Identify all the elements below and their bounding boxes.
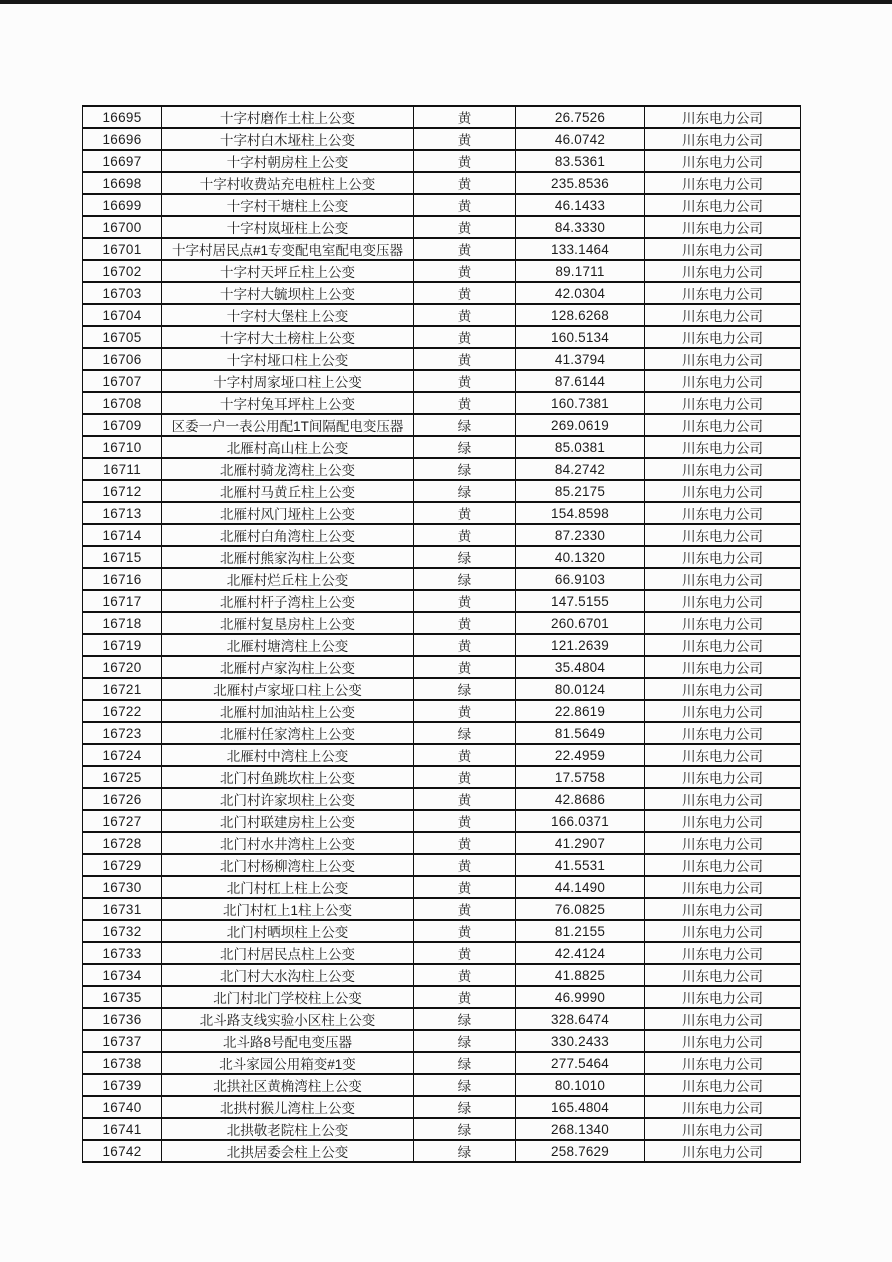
- cell-load: 277.5464: [516, 1052, 645, 1074]
- cell-name: 北斗路8号配电变压器: [162, 1030, 414, 1052]
- cell-status: 绿: [414, 546, 516, 568]
- cell-company: 川东电力公司: [645, 172, 801, 194]
- cell-status: 黄: [414, 920, 516, 942]
- cell-load: 147.5155: [516, 590, 645, 612]
- cell-company: 川东电力公司: [645, 876, 801, 898]
- cell-name: 北门村杠上1柱上公变: [162, 898, 414, 920]
- table-row: [83, 370, 801, 392]
- cell-company: 川东电力公司: [645, 128, 801, 150]
- cell-load: 85.2175: [516, 480, 645, 502]
- cell-status: 黄: [414, 128, 516, 150]
- cell-id: 16731: [83, 898, 162, 920]
- cell-status: 黄: [414, 172, 516, 194]
- cell-status: 绿: [414, 1140, 516, 1162]
- cell-company: 川东电力公司: [645, 788, 801, 810]
- table-row: [83, 282, 801, 304]
- cell-company: 川东电力公司: [645, 766, 801, 788]
- table-row: [83, 656, 801, 678]
- cell-status: 绿: [414, 1074, 516, 1096]
- cell-name: 北门村鱼跳坎柱上公变: [162, 766, 414, 788]
- cell-company: 川东电力公司: [645, 722, 801, 744]
- cell-status: 黄: [414, 634, 516, 656]
- cell-company: 川东电力公司: [645, 304, 801, 326]
- cell-load: 41.3794: [516, 348, 645, 370]
- cell-id: 16698: [83, 172, 162, 194]
- table-row: [83, 1074, 801, 1096]
- table-row: [83, 260, 801, 282]
- table-row: [83, 524, 801, 546]
- cell-id: 16696: [83, 128, 162, 150]
- cell-name: 北拱村猴儿湾柱上公变: [162, 1096, 414, 1118]
- table-row: [83, 876, 801, 898]
- cell-company: 川东电力公司: [645, 920, 801, 942]
- cell-name: 十字村白木垭柱上公变: [162, 128, 414, 150]
- cell-name: 北门村大水沟柱上公变: [162, 964, 414, 986]
- cell-name: 北雁村白角湾柱上公变: [162, 524, 414, 546]
- table-row: [83, 392, 801, 414]
- cell-status: 绿: [414, 458, 516, 480]
- cell-status: 黄: [414, 238, 516, 260]
- cell-load: 165.4804: [516, 1096, 645, 1118]
- cell-name: 北斗家园公用箱变#1变: [162, 1052, 414, 1074]
- cell-load: 42.0304: [516, 282, 645, 304]
- table-row: [83, 722, 801, 744]
- cell-load: 235.8536: [516, 172, 645, 194]
- cell-status: 黄: [414, 304, 516, 326]
- cell-name: 十字村磨作土柱上公变: [162, 106, 414, 128]
- cell-status: 绿: [414, 1118, 516, 1140]
- cell-company: 川东电力公司: [645, 1030, 801, 1052]
- table-row: [83, 1140, 801, 1162]
- cell-company: 川东电力公司: [645, 700, 801, 722]
- table-row: [83, 898, 801, 920]
- cell-load: 330.2433: [516, 1030, 645, 1052]
- cell-id: 16704: [83, 304, 162, 326]
- cell-id: 16720: [83, 656, 162, 678]
- cell-load: 40.1320: [516, 546, 645, 568]
- cell-load: 83.5361: [516, 150, 645, 172]
- table-row: [83, 502, 801, 524]
- cell-load: 160.7381: [516, 392, 645, 414]
- cell-load: 154.8598: [516, 502, 645, 524]
- cell-id: 16714: [83, 524, 162, 546]
- cell-load: 160.5134: [516, 326, 645, 348]
- cell-status: 绿: [414, 722, 516, 744]
- cell-company: 川东电力公司: [645, 810, 801, 832]
- cell-company: 川东电力公司: [645, 1118, 801, 1140]
- cell-id: 16709: [83, 414, 162, 436]
- table-row: [83, 150, 801, 172]
- cell-name: 北雁村烂丘柱上公变: [162, 568, 414, 590]
- cell-company: 川东电力公司: [645, 986, 801, 1008]
- cell-load: 41.2907: [516, 832, 645, 854]
- cell-status: 绿: [414, 1008, 516, 1030]
- cell-id: 16722: [83, 700, 162, 722]
- cell-company: 川东电力公司: [645, 590, 801, 612]
- table-row: [83, 172, 801, 194]
- cell-name: 北门村联建房柱上公变: [162, 810, 414, 832]
- cell-status: 黄: [414, 766, 516, 788]
- cell-id: 16718: [83, 612, 162, 634]
- table-row: [83, 590, 801, 612]
- cell-status: 绿: [414, 1052, 516, 1074]
- cell-company: 川东电力公司: [645, 414, 801, 436]
- cell-company: 川东电力公司: [645, 1140, 801, 1162]
- table-row: [83, 920, 801, 942]
- table-row: [83, 854, 801, 876]
- cell-company: 川东电力公司: [645, 238, 801, 260]
- cell-id: 16725: [83, 766, 162, 788]
- cell-status: 绿: [414, 1030, 516, 1052]
- cell-status: 黄: [414, 986, 516, 1008]
- cell-id: 16716: [83, 568, 162, 590]
- cell-id: 16742: [83, 1140, 162, 1162]
- table-row: [83, 436, 801, 458]
- cell-company: 川东电力公司: [645, 194, 801, 216]
- cell-load: 46.1433: [516, 194, 645, 216]
- cell-id: 16695: [83, 106, 162, 128]
- table-row: [83, 326, 801, 348]
- cell-status: 黄: [414, 854, 516, 876]
- cell-company: 川东电力公司: [645, 502, 801, 524]
- cell-id: 16740: [83, 1096, 162, 1118]
- cell-status: 黄: [414, 590, 516, 612]
- cell-load: 133.1464: [516, 238, 645, 260]
- cell-load: 121.2639: [516, 634, 645, 656]
- cell-load: 66.9103: [516, 568, 645, 590]
- cell-status: 黄: [414, 150, 516, 172]
- table-row: [83, 964, 801, 986]
- cell-id: 16738: [83, 1052, 162, 1074]
- cell-load: 166.0371: [516, 810, 645, 832]
- table-row: [83, 986, 801, 1008]
- cell-load: 87.6144: [516, 370, 645, 392]
- cell-name: 北雁村复垦房柱上公变: [162, 612, 414, 634]
- cell-status: 黄: [414, 964, 516, 986]
- table-row: [83, 1052, 801, 1074]
- cell-status: 黄: [414, 282, 516, 304]
- page-top-edge: [0, 0, 892, 4]
- table-row: [83, 942, 801, 964]
- cell-name: 北雁村杆子湾柱上公变: [162, 590, 414, 612]
- table-row: [83, 458, 801, 480]
- table-row: [83, 744, 801, 766]
- cell-name: 北雁村卢家沟柱上公变: [162, 656, 414, 678]
- table-row: [83, 700, 801, 722]
- cell-load: 85.0381: [516, 436, 645, 458]
- cell-load: 328.6474: [516, 1008, 645, 1030]
- cell-load: 22.8619: [516, 700, 645, 722]
- cell-id: 16707: [83, 370, 162, 392]
- cell-id: 16700: [83, 216, 162, 238]
- cell-company: 川东电力公司: [645, 150, 801, 172]
- cell-company: 川东电力公司: [645, 436, 801, 458]
- cell-company: 川东电力公司: [645, 546, 801, 568]
- cell-status: 黄: [414, 106, 516, 128]
- cell-id: 16735: [83, 986, 162, 1008]
- cell-id: 16697: [83, 150, 162, 172]
- cell-company: 川东电力公司: [645, 612, 801, 634]
- cell-id: 16737: [83, 1030, 162, 1052]
- cell-status: 黄: [414, 326, 516, 348]
- cell-company: 川东电力公司: [645, 942, 801, 964]
- table-row: [83, 216, 801, 238]
- cell-load: 46.0742: [516, 128, 645, 150]
- cell-company: 川东电力公司: [645, 458, 801, 480]
- cell-id: 16702: [83, 260, 162, 282]
- cell-id: 16706: [83, 348, 162, 370]
- cell-load: 80.0124: [516, 678, 645, 700]
- cell-name: 十字村收费站充电桩柱上公变: [162, 172, 414, 194]
- cell-id: 16733: [83, 942, 162, 964]
- cell-load: 42.8686: [516, 788, 645, 810]
- cell-load: 269.0619: [516, 414, 645, 436]
- table-row: [83, 766, 801, 788]
- cell-name: 十字村干塘柱上公变: [162, 194, 414, 216]
- cell-name: 北雁村马黄丘柱上公变: [162, 480, 414, 502]
- cell-id: 16730: [83, 876, 162, 898]
- cell-company: 川东电力公司: [645, 1096, 801, 1118]
- cell-status: 黄: [414, 744, 516, 766]
- cell-status: 绿: [414, 568, 516, 590]
- cell-name: 北雁村高山柱上公变: [162, 436, 414, 458]
- cell-name: 十字村周家垭口柱上公变: [162, 370, 414, 392]
- cell-status: 黄: [414, 876, 516, 898]
- cell-company: 川东电力公司: [645, 480, 801, 502]
- cell-name: 北雁村骑龙湾柱上公变: [162, 458, 414, 480]
- cell-status: 黄: [414, 612, 516, 634]
- table-row: [83, 810, 801, 832]
- cell-name: 北门村杨柳湾柱上公变: [162, 854, 414, 876]
- cell-company: 川东电力公司: [645, 656, 801, 678]
- cell-status: 绿: [414, 414, 516, 436]
- cell-status: 黄: [414, 700, 516, 722]
- cell-name: 十字村大毓坝柱上公变: [162, 282, 414, 304]
- cell-load: 35.4804: [516, 656, 645, 678]
- cell-name: 十字村朝房柱上公变: [162, 150, 414, 172]
- cell-name: 十字村大土榜柱上公变: [162, 326, 414, 348]
- cell-name: 北门村北门学校柱上公变: [162, 986, 414, 1008]
- cell-id: 16727: [83, 810, 162, 832]
- cell-name: 北雁村任家湾柱上公变: [162, 722, 414, 744]
- cell-load: 258.7629: [516, 1140, 645, 1162]
- cell-company: 川东电力公司: [645, 216, 801, 238]
- cell-load: 87.2330: [516, 524, 645, 546]
- cell-status: 黄: [414, 392, 516, 414]
- cell-name: 十字村居民点#1专变配电室配电变压器: [162, 238, 414, 260]
- table-row: [83, 1030, 801, 1052]
- cell-id: 16723: [83, 722, 162, 744]
- cell-load: 26.7526: [516, 106, 645, 128]
- table-row: [83, 678, 801, 700]
- cell-name: 区委一户一表公用配1T间隔配电变压器: [162, 414, 414, 436]
- cell-load: 84.3330: [516, 216, 645, 238]
- cell-load: 268.1340: [516, 1118, 645, 1140]
- cell-name: 北雁村塘湾柱上公变: [162, 634, 414, 656]
- table-row: [83, 832, 801, 854]
- cell-id: 16705: [83, 326, 162, 348]
- cell-name: 北门村杠上柱上公变: [162, 876, 414, 898]
- cell-status: 黄: [414, 194, 516, 216]
- cell-name: 北斗路支线实验小区柱上公变: [162, 1008, 414, 1030]
- table-row: [83, 128, 801, 150]
- cell-status: 黄: [414, 216, 516, 238]
- table-row: [83, 788, 801, 810]
- cell-id: 16710: [83, 436, 162, 458]
- cell-company: 川东电力公司: [645, 370, 801, 392]
- table-row: [83, 1008, 801, 1030]
- cell-status: 绿: [414, 1096, 516, 1118]
- cell-id: 16739: [83, 1074, 162, 1096]
- cell-id: 16728: [83, 832, 162, 854]
- cell-company: 川东电力公司: [645, 744, 801, 766]
- cell-load: 80.1010: [516, 1074, 645, 1096]
- cell-id: 16734: [83, 964, 162, 986]
- cell-company: 川东电力公司: [645, 832, 801, 854]
- table-row: [83, 348, 801, 370]
- cell-status: 黄: [414, 502, 516, 524]
- cell-status: 黄: [414, 370, 516, 392]
- cell-id: 16701: [83, 238, 162, 260]
- cell-id: 16708: [83, 392, 162, 414]
- cell-company: 川东电力公司: [645, 1052, 801, 1074]
- cell-id: 16713: [83, 502, 162, 524]
- cell-company: 川东电力公司: [645, 524, 801, 546]
- cell-name: 北门村晒坝柱上公变: [162, 920, 414, 942]
- cell-name: 北门村许家坝柱上公变: [162, 788, 414, 810]
- cell-name: 十字村天坪丘柱上公变: [162, 260, 414, 282]
- cell-id: 16712: [83, 480, 162, 502]
- cell-id: 16732: [83, 920, 162, 942]
- table-row: [83, 634, 801, 656]
- cell-id: 16721: [83, 678, 162, 700]
- cell-id: 16719: [83, 634, 162, 656]
- cell-name: 北雁村熊家沟柱上公变: [162, 546, 414, 568]
- cell-load: 89.1711: [516, 260, 645, 282]
- cell-name: 北门村居民点柱上公变: [162, 942, 414, 964]
- cell-status: 黄: [414, 942, 516, 964]
- cell-company: 川东电力公司: [645, 106, 801, 128]
- cell-load: 17.5758: [516, 766, 645, 788]
- cell-load: 22.4959: [516, 744, 645, 766]
- table-row: [83, 238, 801, 260]
- cell-load: 46.9990: [516, 986, 645, 1008]
- cell-company: 川东电力公司: [645, 1008, 801, 1030]
- cell-load: 76.0825: [516, 898, 645, 920]
- cell-company: 川东电力公司: [645, 898, 801, 920]
- cell-status: 绿: [414, 480, 516, 502]
- cell-load: 44.1490: [516, 876, 645, 898]
- table-row: [83, 1118, 801, 1140]
- table-row: [83, 612, 801, 634]
- cell-status: 黄: [414, 898, 516, 920]
- table-row: [83, 194, 801, 216]
- cell-status: 黄: [414, 524, 516, 546]
- cell-status: 黄: [414, 810, 516, 832]
- cell-company: 川东电力公司: [645, 260, 801, 282]
- cell-company: 川东电力公司: [645, 326, 801, 348]
- cell-name: 北雁村卢家垭口柱上公变: [162, 678, 414, 700]
- cell-company: 川东电力公司: [645, 634, 801, 656]
- cell-status: 绿: [414, 436, 516, 458]
- table-row: [83, 304, 801, 326]
- cell-company: 川东电力公司: [645, 348, 801, 370]
- table-row: [83, 414, 801, 436]
- cell-load: 42.4124: [516, 942, 645, 964]
- cell-status: 黄: [414, 788, 516, 810]
- cell-load: 41.5531: [516, 854, 645, 876]
- cell-load: 84.2742: [516, 458, 645, 480]
- cell-id: 16699: [83, 194, 162, 216]
- cell-id: 16711: [83, 458, 162, 480]
- cell-id: 16717: [83, 590, 162, 612]
- cell-company: 川东电力公司: [645, 392, 801, 414]
- cell-company: 川东电力公司: [645, 678, 801, 700]
- cell-id: 16736: [83, 1008, 162, 1030]
- cell-name: 十字村垭口柱上公变: [162, 348, 414, 370]
- cell-name: 北拱居委会柱上公变: [162, 1140, 414, 1162]
- cell-company: 川东电力公司: [645, 1074, 801, 1096]
- transformer-table: [82, 105, 801, 1163]
- table-row: [83, 1096, 801, 1118]
- cell-company: 川东电力公司: [645, 964, 801, 986]
- table-row: [83, 106, 801, 128]
- cell-load: 41.8825: [516, 964, 645, 986]
- cell-id: 16726: [83, 788, 162, 810]
- cell-name: 十字村兔耳坪柱上公变: [162, 392, 414, 414]
- cell-name: 北雁村风门垭柱上公变: [162, 502, 414, 524]
- cell-id: 16729: [83, 854, 162, 876]
- table-row: [83, 480, 801, 502]
- cell-load: 260.6701: [516, 612, 645, 634]
- cell-name: 十字村岚垭柱上公变: [162, 216, 414, 238]
- cell-load: 81.5649: [516, 722, 645, 744]
- cell-status: 绿: [414, 678, 516, 700]
- cell-id: 16703: [83, 282, 162, 304]
- cell-company: 川东电力公司: [645, 854, 801, 876]
- table-body: [83, 106, 801, 1162]
- cell-name: 北拱社区黄桷湾柱上公变: [162, 1074, 414, 1096]
- cell-company: 川东电力公司: [645, 568, 801, 590]
- cell-load: 128.6268: [516, 304, 645, 326]
- cell-name: 十字村大堡柱上公变: [162, 304, 414, 326]
- cell-company: 川东电力公司: [645, 282, 801, 304]
- cell-name: 北门村水井湾柱上公变: [162, 832, 414, 854]
- cell-name: 北雁村中湾柱上公变: [162, 744, 414, 766]
- cell-id: 16741: [83, 1118, 162, 1140]
- cell-status: 黄: [414, 348, 516, 370]
- table-row: [83, 546, 801, 568]
- cell-name: 北雁村加油站柱上公变: [162, 700, 414, 722]
- cell-status: 黄: [414, 656, 516, 678]
- table-row: [83, 568, 801, 590]
- cell-status: 黄: [414, 832, 516, 854]
- cell-name: 北拱敬老院柱上公变: [162, 1118, 414, 1140]
- cell-load: 81.2155: [516, 920, 645, 942]
- cell-id: 16715: [83, 546, 162, 568]
- cell-id: 16724: [83, 744, 162, 766]
- cell-status: 黄: [414, 260, 516, 282]
